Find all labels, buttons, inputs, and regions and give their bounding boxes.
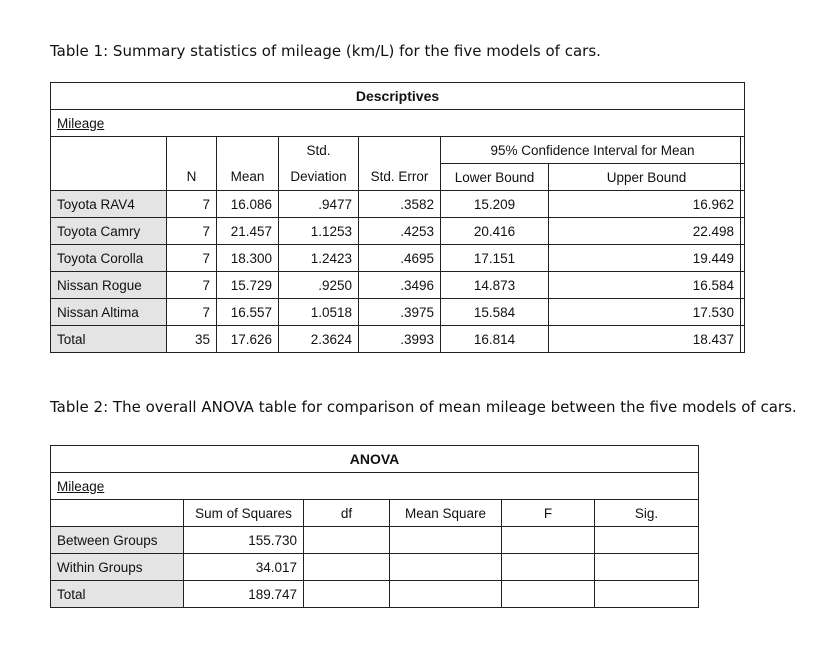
table1-caption: Table 1: Summary statistics of mileage (km/L) for the five models of cars. <box>50 42 601 60</box>
table-row <box>51 554 699 581</box>
sd-cell: 1.2423 <box>279 245 359 272</box>
upper-cell: 19.449 <box>549 245 745 272</box>
df-header: df <box>304 500 390 527</box>
std-header-top: Std. <box>279 137 359 164</box>
std-deviation-header: Deviation <box>279 164 359 191</box>
lower-cell: 20.416 <box>441 218 549 245</box>
row-label: Total <box>51 326 167 353</box>
row-label: Nissan Rogue <box>51 272 167 299</box>
sd-cell: .9477 <box>279 191 359 218</box>
lower-cell: 15.209 <box>441 191 549 218</box>
se-cell: .3975 <box>359 299 441 326</box>
anova-title: ANOVA <box>51 446 699 473</box>
n-header: N <box>167 164 217 191</box>
row-label: Toyota RAV4 <box>51 191 167 218</box>
table-row <box>51 272 745 299</box>
ms-cell <box>390 554 502 581</box>
df-cell <box>304 527 390 554</box>
sd-cell: .9250 <box>279 272 359 299</box>
upper-cell: 16.584 <box>549 272 745 299</box>
mean-cell: 18.300 <box>217 245 279 272</box>
upper-cell: 16.962 <box>549 191 745 218</box>
se-cell: .4253 <box>359 218 441 245</box>
lower-cell: 15.584 <box>441 299 549 326</box>
sd-cell: 1.1253 <box>279 218 359 245</box>
sd-cell: 2.3624 <box>279 326 359 353</box>
anova-table <box>50 445 699 608</box>
std-error-header: Std. Error <box>359 164 441 191</box>
mean-cell: 16.557 <box>217 299 279 326</box>
ci-header: 95% Confidence Interval for Mean <box>441 137 745 164</box>
f-cell <box>502 527 595 554</box>
row-label: Toyota Corolla <box>51 245 167 272</box>
ss-cell: 189.747 <box>184 581 304 608</box>
sig-cell <box>595 554 699 581</box>
sig-cell <box>595 527 699 554</box>
lower-cell: 16.814 <box>441 326 549 353</box>
mean-cell: 21.457 <box>217 218 279 245</box>
se-cell: .3582 <box>359 191 441 218</box>
ms-header: Mean Square <box>390 500 502 527</box>
f-header: F <box>502 500 595 527</box>
table-row <box>51 245 745 272</box>
n-cell: 7 <box>167 272 217 299</box>
ms-cell <box>390 527 502 554</box>
sig-cell <box>595 581 699 608</box>
sd-cell: 1.0518 <box>279 299 359 326</box>
mean-cell: 15.729 <box>217 272 279 299</box>
row-label: Total <box>51 581 184 608</box>
lower-bound-header: Lower Bound <box>441 164 549 191</box>
corner-cell <box>51 500 184 527</box>
df-cell <box>304 581 390 608</box>
anova-table-wrap <box>50 445 699 608</box>
mean-header: Mean <box>217 164 279 191</box>
df-cell <box>304 554 390 581</box>
row-label: Within Groups <box>51 554 184 581</box>
row-label: Between Groups <box>51 527 184 554</box>
ss-cell: 34.017 <box>184 554 304 581</box>
n-cell: 35 <box>167 326 217 353</box>
ms-cell <box>390 581 502 608</box>
table-row <box>51 326 745 353</box>
table-row <box>51 191 745 218</box>
descriptives-table-wrap <box>50 82 745 353</box>
ss-header: Sum of Squares <box>184 500 304 527</box>
row-label: Nissan Altima <box>51 299 167 326</box>
descriptives-variable-label: Mileage <box>51 110 745 137</box>
upper-bound-header: Upper Bound <box>549 164 745 191</box>
row-label: Toyota Camry <box>51 218 167 245</box>
upper-cell: 17.530 <box>549 299 745 326</box>
mean-cell: 17.626 <box>217 326 279 353</box>
lower-cell: 17.151 <box>441 245 549 272</box>
table-row <box>51 299 745 326</box>
n-cell: 7 <box>167 218 217 245</box>
table-row <box>51 527 699 554</box>
table-row <box>51 581 699 608</box>
n-cell: 7 <box>167 245 217 272</box>
anova-variable-label: Mileage <box>51 473 699 500</box>
upper-cell: 18.437 <box>549 326 745 353</box>
sig-header: Sig. <box>595 500 699 527</box>
ss-cell: 155.730 <box>184 527 304 554</box>
se-cell: .3496 <box>359 272 441 299</box>
f-cell <box>502 554 595 581</box>
descriptives-table <box>50 82 745 353</box>
table2-caption: Table 2: The overall ANOVA table for comparison of mean mileage between the five models of cars. <box>50 398 797 416</box>
f-cell <box>502 581 595 608</box>
lower-cell: 14.873 <box>441 272 549 299</box>
se-cell: .4695 <box>359 245 441 272</box>
corner-cell <box>51 137 167 191</box>
n-cell: 7 <box>167 299 217 326</box>
table-row <box>51 218 745 245</box>
descriptives-title: Descriptives <box>51 83 745 110</box>
n-cell: 7 <box>167 191 217 218</box>
se-cell: .3993 <box>359 326 441 353</box>
mean-cell: 16.086 <box>217 191 279 218</box>
upper-cell: 22.498 <box>549 218 745 245</box>
